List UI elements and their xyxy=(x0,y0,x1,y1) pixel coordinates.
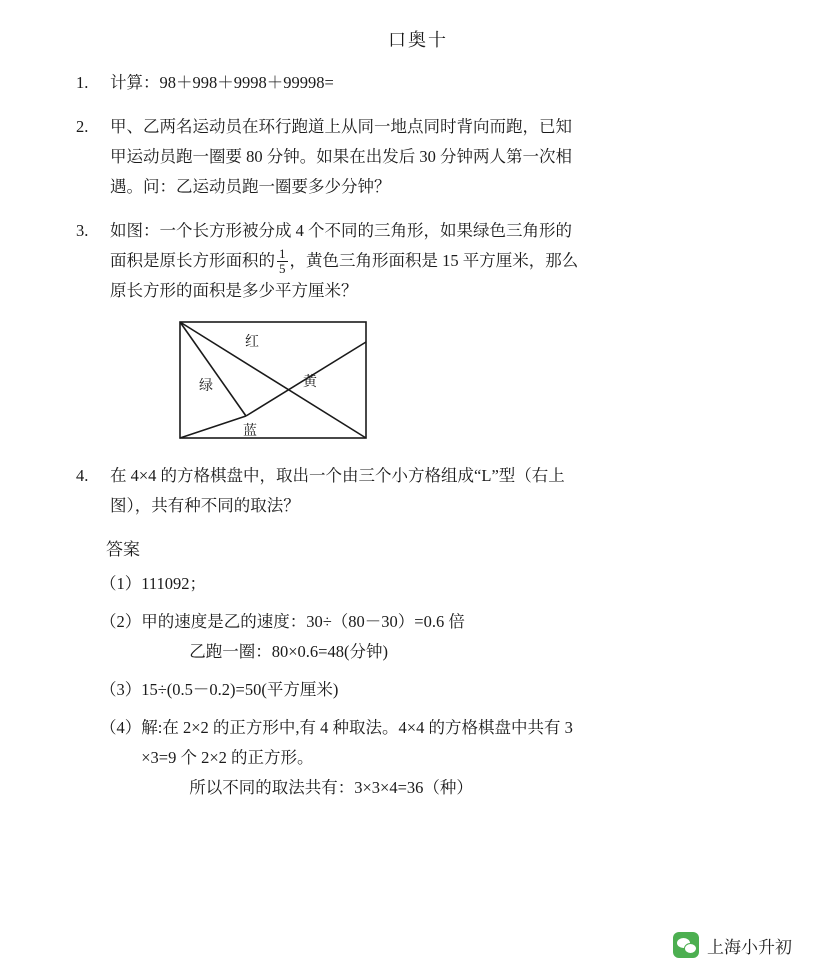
problem-number: 3. xyxy=(76,221,89,240)
problem-line-with-fraction xyxy=(110,246,766,276)
answer-number: （2） xyxy=(100,612,142,632)
answer-1 xyxy=(70,569,766,599)
footer-label: 上海小升初 xyxy=(707,937,792,957)
footer-watermark xyxy=(673,932,792,958)
answer-line: 111092； xyxy=(141,574,207,594)
problem-3 xyxy=(70,216,766,306)
fraction-one-fifth xyxy=(277,247,288,275)
problem-line: 遇。问：乙运动员跑一圈要多少分钟？ xyxy=(110,177,391,196)
figure-svg xyxy=(178,320,368,444)
problem-line: 甲、乙两名运动员在环行跑道上从同一地点同时背向而跑，已知 xyxy=(110,117,572,136)
figure-line-d xyxy=(180,416,246,438)
fraction-suffix-text: ，黄色三角形面积是 15 平方厘米，那么 xyxy=(289,251,579,270)
rectangle-triangles-figure xyxy=(178,320,766,449)
problem-line: 甲运动员跑一圈要 80 分钟。如果在出发后 30 分钟两人第一次相 xyxy=(110,147,572,166)
figure-label-red: 红 xyxy=(245,335,259,351)
problem-line: 原长方形的面积是多少平方厘米？ xyxy=(110,281,358,301)
answer-text xyxy=(141,607,766,667)
answers-heading: 答案 xyxy=(106,540,140,560)
answer-number: （3） xyxy=(100,680,142,700)
problem-line: 计算：98＋998＋9998＋99998= xyxy=(110,73,334,92)
problem-text xyxy=(110,461,766,521)
answer-line: 甲的速度是乙的速度：30÷（80－30）=0.6 倍 xyxy=(141,612,465,632)
answer-subline: 乙跑一圈：80×0.6=48(分钟) xyxy=(189,642,388,662)
problem-2 xyxy=(70,112,766,202)
answer-text xyxy=(141,675,766,705)
figure-line-a xyxy=(180,322,246,416)
problem-line: 在 4×4 的方格棋盘中，取出一个由三个小方格组成“L”型（右上 xyxy=(110,466,565,486)
fraction-denominator: 5 xyxy=(279,260,286,276)
problem-number: 1. xyxy=(76,73,89,92)
answer-line: ×3=9 个 2×2 的正方形。 xyxy=(141,748,314,768)
answer-subline: 所以不同的取法共有：3×3×4=36（种） xyxy=(189,778,473,798)
problem-4 xyxy=(70,461,766,521)
figure-label-yellow: 黄 xyxy=(303,375,317,391)
answer-text xyxy=(141,569,766,599)
problem-number: 4. xyxy=(76,466,89,486)
answer-4 xyxy=(70,713,766,803)
figure-label-blue: 蓝 xyxy=(243,424,257,440)
problem-line: 图），共有种不同的取法？ xyxy=(110,496,300,516)
figure-label-green: 绿 xyxy=(199,379,213,395)
answer-2 xyxy=(70,607,766,667)
problem-text xyxy=(110,68,766,98)
problem-text xyxy=(110,112,766,202)
answer-line: 15÷(0.5－0.2)=50(平方厘米) xyxy=(141,680,339,700)
wechat-icon xyxy=(673,932,699,958)
answer-line: 解:在 2×2 的正方形中,有 4 种取法。4×4 的方格棋盘中共有 3 xyxy=(141,718,573,738)
fraction-numerator: 1 xyxy=(279,246,286,262)
fraction-prefix-text: 面积是原长方形面积的 xyxy=(110,251,275,270)
answer-number: （1） xyxy=(100,574,142,594)
problem-line: 如图：一个长方形被分成 4 个不同的三角形，如果绿色三角形的 xyxy=(110,221,572,240)
problem-1 xyxy=(70,68,766,98)
problem-number: 2. xyxy=(76,117,89,136)
page-title: 口奥十 xyxy=(388,30,448,50)
answer-number: （4） xyxy=(100,718,142,738)
problem-text xyxy=(110,216,766,306)
answer-3 xyxy=(70,675,766,705)
answer-text xyxy=(141,713,766,803)
